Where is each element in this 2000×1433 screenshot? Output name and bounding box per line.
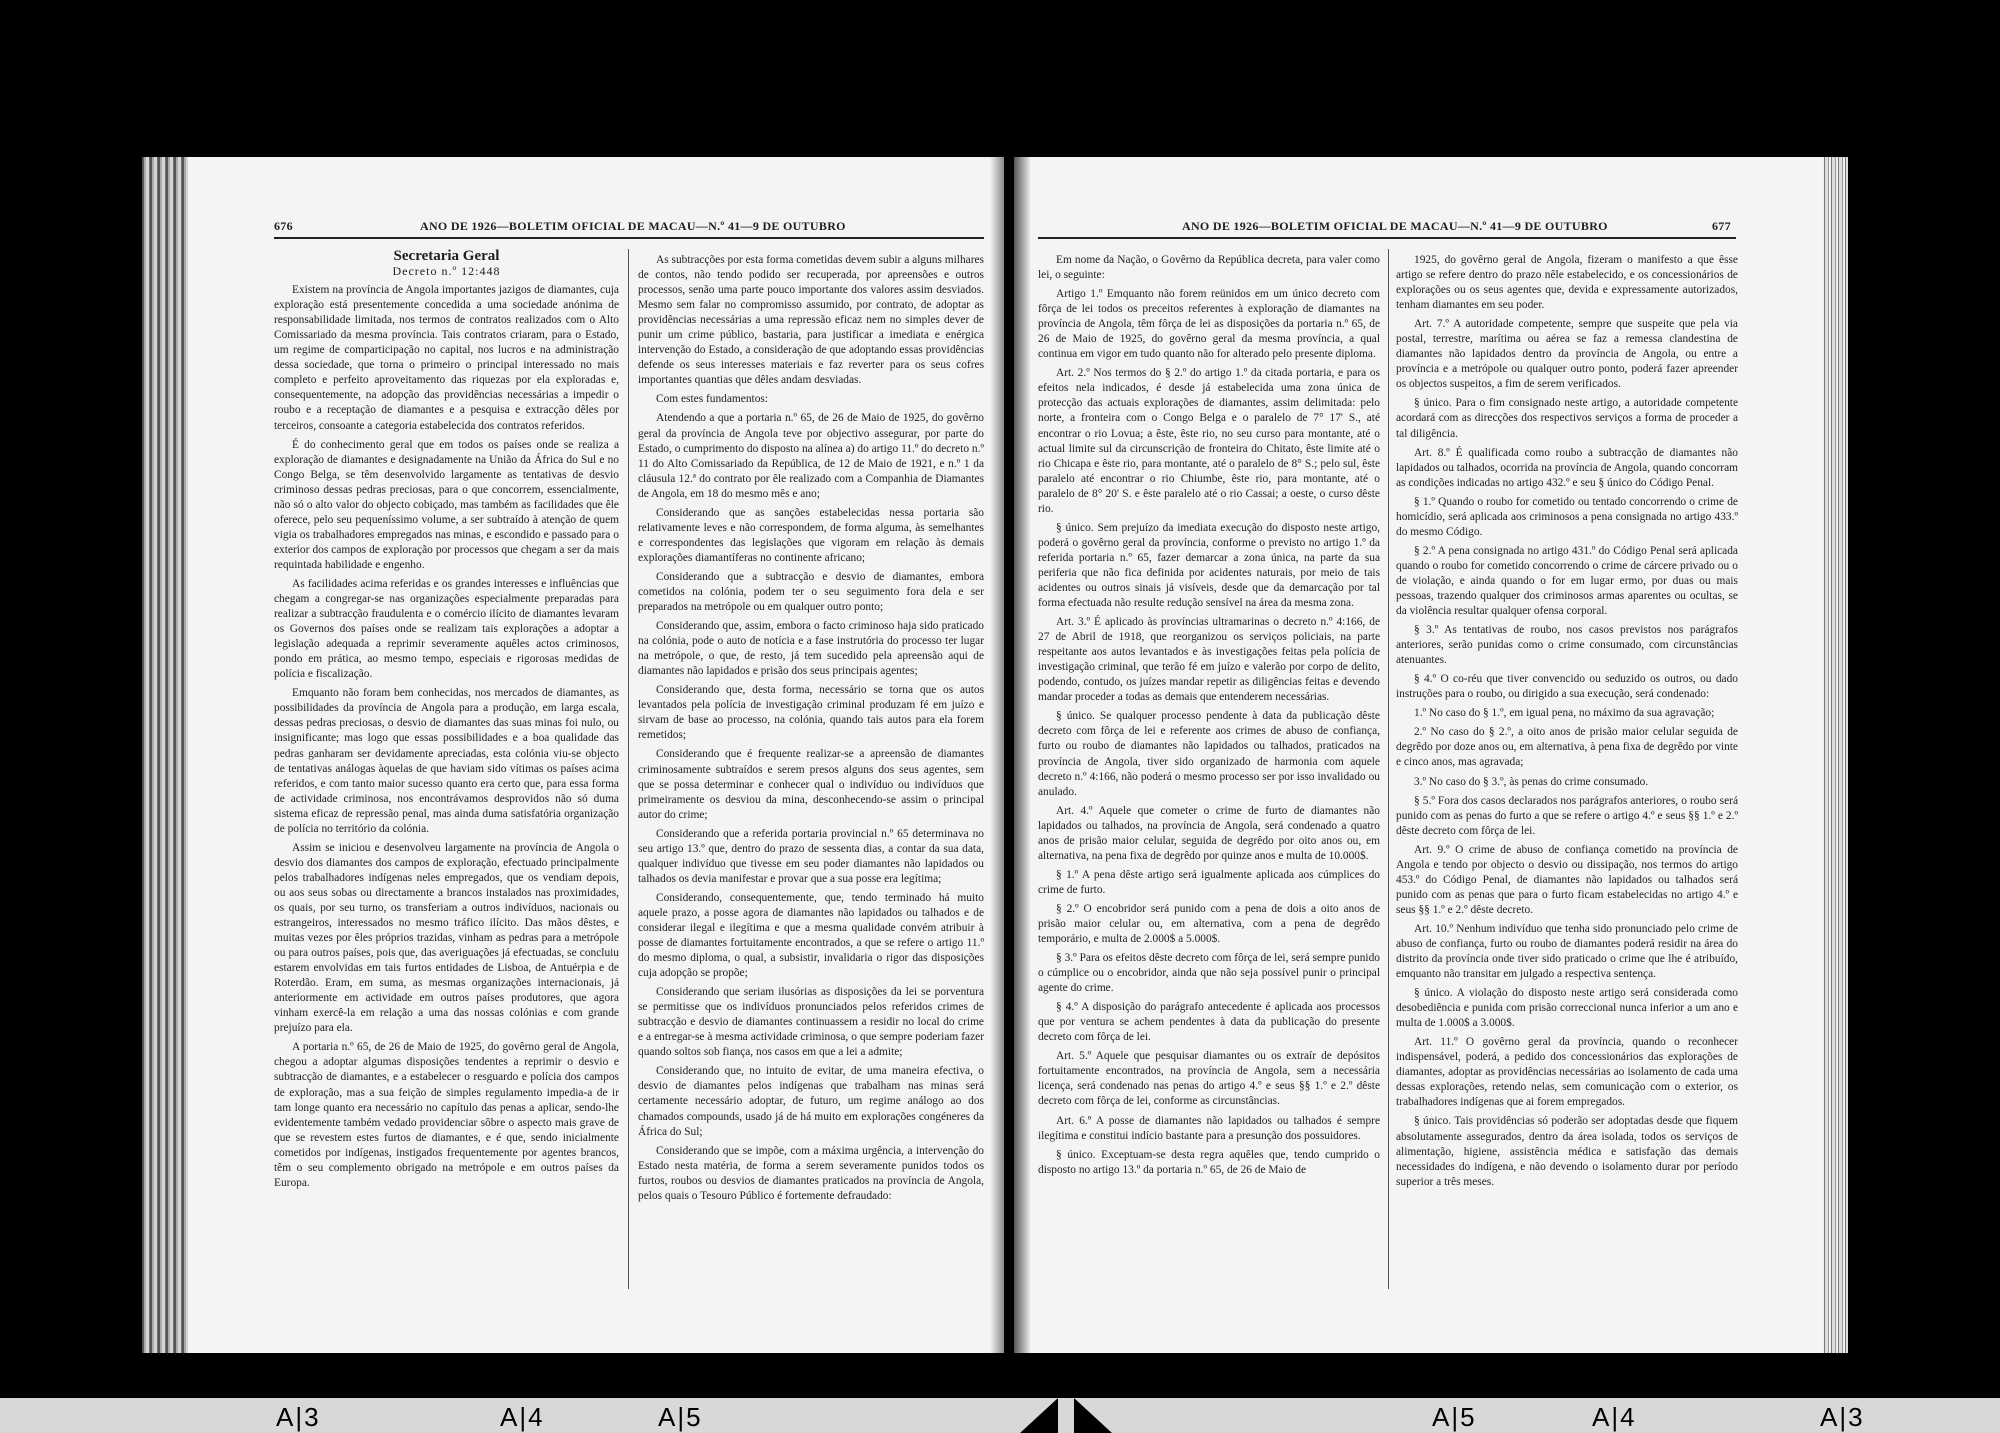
paragraph: Considerando que, no intuito de evitar, de uma maneira efectiva, o desvio de diamantes pelos indígenas que trabalham nas minas será certamente necessário adoptar, de futuro, um regime análogo ao dos chamados compounds, usado já de há muito em explorações congéneres da África do Sul; — [638, 1065, 984, 1138]
page-number-left: 676 — [274, 219, 293, 233]
paragraph: 3.º No caso do § 3.º, às penas do crime consumado. — [1414, 775, 1649, 788]
paragraph: Art. 2.º Nos termos do § 2.º do artigo 1.º da citada portaria, e para os efeitos nela indicados, é desde já estabelecida uma zona única de protecção das actuais explorações de diamantes, assim delimitada: pelo norte, a fronteira com o Congo Belga e o paralelo de 7° 17' S., até encontrar o rio Lovua; a êste, êste rio, no seu curso para montante, até o actual limite sul da circunscrição de fronteira do Chitato, êste limite até o rio Chicapa e êste rio, para montante, até o paralelo de 8° S.; pelo sul, êste paralelo até encontrar o rio Chiumbe, êste rio, para montante, até o paralelo de 8° 20' S. e êste paralelo até o rio Cassai; a oeste, o curso dêste rio. — [1038, 367, 1380, 515]
column-divider-left — [628, 249, 629, 1289]
paragraph: Artigo 1.º Emquanto não forem reünidos em um único decreto com fôrça de lei todos os preceitos referentes à exploração de diamantes na província de Angola, têm fôrça de lei as disposições da portaria n.º 65, de 26 de Maio de 1925, do govêrno geral da mesma província, a qual continua em vigor em tudo quanto não for alterado pelo presente diploma. — [1038, 288, 1380, 361]
right-column-2 — [1396, 249, 1738, 1289]
paragraph: Considerando que é frequente realizar-se a apreensão de diamantes criminosamente subtraídos e serem presos alguns dos seus agentes, sem que se possa determinar e conhecer qual o indivíduo ou indivíduos que primeiramente os desviou da mina, desconhecendo-se assim o principal autor do crime; — [638, 748, 984, 821]
paragraph: § 4.º O co-réu que tiver convencido ou seduzido os outros, ou dado instruções para o roubo, ou dirigido a sua execução, será condenado: — [1396, 673, 1738, 701]
paragraph: Com estes fundamentos: — [656, 393, 768, 406]
paragraph: 2.º No caso do § 2.º, a oito anos de prisão maior celular seguida de degrêdo por doze anos ou, em alternativa, à pena fixa de degrêdo por vinte e cinco anos, mas agravada; — [1396, 726, 1738, 769]
page-number-right: 677 — [1712, 219, 1731, 233]
paragraph: Assim se iniciou e desenvolveu largamente na província de Angola o desvio dos diamantes dos campos de exploração, efectuado principalmente pelos trabalhadores indígenas neles empregados, que os vendiam depois, ou aos seus sobas ou directamente a brancos instalados nas proximidades, os quais, por seu turno, os transferiam a outros indivíduos, nacionais ou estrangeiros, interessados no mesmo tráfico ilícito. Das mãos dêstes, e muitas vezes por êles próprios trazidas, vinham as pedras para a metrópole ou para outros países, pois que, das averiguações já efectuadas, se concluiu estarem envolvidas em tais furtos entidades de Lisboa, de Antuérpia e de Roterdão. Eram, em suma, as mesmas organizações internacionais, já anteriormente em actividade em outros países produtores, que agora vinham exercê-la em relação a uma das nossas colónias e com grande prejuízo para ela. — [274, 841, 619, 1035]
paragraph: § único. Tais providências só poderão ser adoptadas desde que fiquem absolutamente assegurados, dentro da área isolada, todos os serviços de alimentação, higiene, assistência médica e satisfação das demais necessidades do indígena, e não devendo o isolamento durar por período superior a três meses. — [1396, 1115, 1738, 1188]
paragraph: Art. 9.º O crime de abuso de confiança cometido na província de Angola e tendo por objecto o desvio ou dissipação, nos termos do artigo 453.º do Código Penal, de diamantes não lapidados ou talhados será punido com as penas que para o furto ficam estabelecidas no artigo 4.º e seus §§ 1.º e 2.º dêste decreto. — [1396, 843, 1738, 916]
paragraph: Existem na província de Angola importantes jazigos de diamantes, cuja exploração está presentemente concedida a uma sociedade anónima de responsabilidade limitada, nos termos de contratos realizados com o Alto Comissariado da mesma província. Tais contratos criaram, para o Estado, um regime de comparticipação no capital, nos lucros e na administração dessa sociedade, que torna o primeiro o principal interessado no mais completo e perfeito aproveitamento das riquezas por ela exploradas e, consequentemente, na adopção das providências necessárias a impedir o roubo e a receptação de diamantes e a pesquisa e extracção dêles por terceiros, consoante a categoria estabelecida dos contratos referidos. — [274, 284, 619, 432]
paragraph: Considerando que se impõe, com a máxima urgência, a intervenção do Estado nesta matéria, de forma a serem severamente punidos todos os furtos, roubos ou desvios de diamantes praticados na província de Angola, pelos quais o Tesouro Público é fortemente defraudado: — [638, 1144, 984, 1202]
paragraph: Art. 8.º É qualificada como roubo a subtracção de diamantes não lapidados ou talhados, ocorrida na província de Angola, quando concorram as condições indicadas no artigo 432.º e seu § único do Código Penal. — [1396, 446, 1738, 489]
paragraph: Considerando, consequentemente, que, tendo terminado há muito aquele prazo, a posse agora de diamantes não lapidados ou talhados e de considerar ilegal e ilegítima e que a mesma qualidade convém atribuir à posse de diamantes fortuitamente encontrados, a que se refere o artigo 11.º do mesmo diploma, o qual, a subsistir, invalidaria o rigor das disposições cuja adopção se propõe; — [638, 891, 984, 980]
paragraph: A portaria n.º 65, de 26 de Maio de 1925, do govêrno geral de Angola, chegou a adoptar algumas disposições tendentes a reprimir o desvio e subtracção de diamantes, e a estabelecer o resguardo e polícia dos campos de exploração, mas a sua feição de simples regulamento impedia-a de ir tam longe quanto era necessário no capítulo das penas a aplicar, sendo-lhe evidentemente também vedado providenciar sôbre o aspecto mais grave de que se revestem estes furtos de diamantes, e é que, sendo inicialmente cometidos por indígenas, instigados frequentemente por agentes brancos, têm o seu complemento obrigado na metrópole e em outros países da Europa. — [274, 1041, 619, 1189]
target-label: A|4 — [1592, 1402, 1637, 1432]
paragraph: As facilidades acima referidas e os grandes interesses e influências que chegam a congregar-se nas organizações especialmente preparadas para realizar a subtracção fraudulenta e o comércio ilícito de diamantes levaram os Governos dos países onde se realizam tais explorações a adoptar a legislação adequada a reprimir severamente aquêles actos criminosos, pondo em prática, ao mesmo tempo, especiais e rigorosas medidas de polícia e fiscalização. — [274, 577, 619, 681]
paragraph: § único. Sem prejuízo da imediata execução do disposto neste artigo, poderá o govêrno geral da província, conforme o previsto no artigo 1.º da referida portaria n.º 65, fazer demarcar a zona única, na parte da sua periferia que não fica definida por acidentes naturais, por meio de tais acidentes ou outros sinais já visíveis, desde que da demarcação por tal forma efectuada não resulte redução sensível na área da mesma zona. — [1038, 521, 1380, 610]
page-edge-left — [142, 157, 188, 1353]
paragraph: § 5.º Fora dos casos declarados nos parágrafos anteriores, o roubo será punido com as penas do furto a que se refere o artigo 4.º e seus §§ 1.º e 2.º dêste decreto com fôrça de lei. — [1396, 794, 1738, 837]
paragraph: § 3.º Para os efeitos dêste decreto com fôrça de lei, será sempre punido o cúmplice ou o encobridor, ainda que não seja possível punir o principal agente do crime. — [1038, 952, 1380, 995]
section-title: Secretaria Geral — [393, 249, 500, 264]
decree-number: Decreto n.º 12:448 — [392, 264, 501, 279]
paragraph: Emquanto não foram bem conhecidas, nos mercados de diamantes, as possibilidades da província de Angola para a produção, em larga escala, dessas pedras preciosas, o desvio de diamantes das suas minas foi nulo, ou insignificante; mas logo que essas possibilidades e a boa qualidade das pedras ganharam ser devidamente apreciadas, esta colónia viu-se objecto de tentativas análogas àquelas de que haviam sido vítimas os países acima referidos, e com tanto maior sucesso quanto era certo que, para essa forma de actividade criminosa, nos encontrávamos desprovidos não só duma sistema eficaz de repressão penal, mas ainda duma satisfatória organização de polícia no território da colónia. — [274, 687, 619, 835]
target-label: A|5 — [1432, 1402, 1477, 1432]
running-header-left: ANO DE 1926—BOLETIM OFICIAL DE MACAU—N.º 41—9 DE OUTUBRO — [420, 219, 846, 233]
paragraph: Art. 3.º É aplicado às províncias ultramarinas o decreto n.º 4:166, de 27 de Abril de 1918, que reorganizou os serviços policiais, na parte respeitante aos autos levantados e às investigações feitas pela polícia de investigação criminal, que terão fé em juízo e valerão por corpo de delito, podendo, contudo, os juízes mandar repetir as diligências feitas e devendo mandar proceder a todas as demais que entenderem necessárias. — [1038, 616, 1380, 704]
left-column-2 — [638, 249, 984, 1289]
target-label: A|4 — [500, 1402, 545, 1432]
paragraph: 1925, do govêrno geral de Angola, fizeram o manifesto a que êsse artigo se refere dentro do prazo nêle estabelecido, e os concessionários de explorações ou os seus agentes que, devida e expressamente autorizados, tenham diamantes em seu poder. — [1396, 254, 1738, 312]
paragraph: Art. 11.º O govêrno geral da província, quando o reconhecer indispensável, poderá, a pedido dos concessionários das explorações de diamantes, adoptar as providências necessárias ao isolamento de cada uma dessas explorações, retendo nelas, sem comunicação com o exterior, os trabalhadores indígenas que ai forem empregados. — [1396, 1036, 1738, 1109]
paragraph: § único. A violação do disposto neste artigo será considerada como desobediência e punida com prisão correccional nunca inferior a um ano e multa de 1.000$ a 3.000$. — [1396, 987, 1738, 1030]
paragraph: Considerando que a referida portaria provincial n.º 65 determinava no seu artigo 13.º que, dentro do prazo de sessenta dias, a contar da sua data, qualquer indivíduo que tivesse em seu poder diamantes não lapidados ou talhados os devia manifestar e provar que a sua posse era legítima; — [638, 827, 984, 885]
paragraph: Em nome da Nação, o Govêrno da República decreta, para valer como lei, o seguinte: — [1038, 254, 1380, 282]
running-header-right: ANO DE 1926—BOLETIM OFICIAL DE MACAU—N.º 41—9 DE OUTUBRO — [1182, 219, 1608, 233]
paragraph: É do conhecimento geral que em todos os países onde se realiza a exploração de diamantes e designadamente na União da África do Sul e no Congo Belga, se têm desenvolvido largamente as tentativas de desvio criminoso dessas pedras preciosas, para o que concorrem, essencialmente, não só o alto valor do objecto cobiçado, mas também as facilidades que êle oferece, pelo seu pequeníssimo volume, a ser subtraído à atenção de quem vigia os trabalhadores empregados nas minas, e escondido e passado para o exterior dos campos de exploração por processos que chegam a ser da mais requintada habilidade e engenho. — [274, 438, 619, 571]
paragraph: As subtracções por esta forma cometidas devem subir a alguns milhares de contos, não tendo podido ser recuperada, por apreensões e outros processos, senão uma parte pouco importante dos valores assim desviados. Mesmo sem falar no compromisso assumido, por contrato, de adoptar as providências necessárias a uma repressão eficaz nem no simples dever de punir um crime público, bastaria, para justificar a imediata e enérgica intervenção do Estado, a consideração de que adoptando essas providências defende os seus interesses materiais e faz reverter para os seus cofres importantes quantias que dêles andam desviadas. — [638, 254, 984, 387]
paragraph: Considerando que seriam ilusórias as disposições da lei se porventura se permitisse que os indivíduos pronunciados pelos referidos crimes de subtracção e desvio de diamantes continuassem a residir no local do crime e a entregar-se à mesma actividade criminosa, o que sempre poderiam fazer quando soltos sob fiança, nos casos em que a lei a admite; — [638, 986, 984, 1059]
paragraph: § 1.º A pena dêste artigo será igualmente aplicada aos cúmplices do crime de furto. — [1038, 868, 1380, 896]
paragraph: § 2.º A pena consignada no artigo 431.º do Código Penal será aplicada quando o roubo for cometido concorrendo o crime de cárcere privado ou o de violação, e ainda quando o for em lugar ermo, por duas ou mais pessoas, trazendo qualquer dos criminosos armas aparentes ou ocultas, se da violência resultar qualquer ofensa corporal. — [1396, 544, 1738, 618]
left-page — [142, 157, 1004, 1353]
paragraph: Considerando que as sanções estabelecidas nessa portaria são relativamente leves e não correspondem, de forma alguma, às semelhantes e correspondentes das legislações que vigoram em relação às demais explorações diamantíferas no continente africano; — [638, 506, 984, 564]
header-rule-right — [1038, 237, 1736, 239]
target-label: A|3 — [276, 1402, 321, 1432]
paragraph: Atendendo a que a portaria n.º 65, de 26 de Maio de 1925, do govêrno geral da província de Angola teve por objectivo assegurar, por parte do Estado, o cumprimento do disposto na alínea a) do artigo 11.º do decreto n.º 11 do Alto Comissariado da República, de 12 de Maio de 1921, e n.º 1 da cláusula 12.ª do contrato por êle realizado com a Companhia de Diamantes de Angola, em 18 do mesmo mês e ano; — [638, 412, 984, 500]
gutter-shadow-right — [1014, 157, 1030, 1353]
paragraph: Art. 4.º Aquele que cometer o crime de furto de diamantes não lapidados ou talhados, na província de Angola, será condenado a quatro anos de prisão maior celular, seguida de degrêdo por oito anos ou, em alternativa, na pena fixa de degrêdo por quinze anos e multa de 10.000$. — [1038, 804, 1380, 862]
paragraph: Considerando que, desta forma, necessário se torna que os autos levantados pela polícia de investigação criminal produzam fé em juízo e sirvam de base ao processo, na colónia, quando tais autos para ela forem remetidos; — [638, 684, 984, 742]
paragraph: § 1.º Quando o roubo for cometido ou tentado concorrendo o crime de homicídio, será aplicada aos criminosos a pena consignada no artigo 433.º do mesmo Código. — [1396, 495, 1738, 538]
page-edge-right — [1822, 157, 1848, 1353]
gutter-shadow-left — [990, 157, 1004, 1353]
paragraph: Art. 7.º A autoridade competente, sempre que suspeite que pela via postal, terrestre, marítima ou aérea se faz a remessa clandestina de diamantes não lapidados dentro da província de Angola, ou entre a província e a metrópole ou qualquer outro ponto, poderá fazer apreender os objectos suspeitos, a fim de serem verificados. — [1396, 318, 1738, 391]
arrow-left-icon — [1020, 1398, 1058, 1433]
right-page — [1014, 157, 1848, 1353]
left-column-1 — [274, 249, 619, 1289]
paragraph: § único. Se qualquer processo pendente à data da publicação dêste decreto com fôrça de lei e referente aos crimes de abuso de confiança, furto ou roubo de diamantes não lapidados ou talhados, praticados na província de Angola, tiver sido organizado de harmonia com aquele decreto n.º 4:166, não poderá o mesmo processo ser por isso invalidado ou anulado. — [1038, 710, 1380, 798]
target-label: A|5 — [658, 1402, 703, 1432]
paragraph: Art. 6.º A posse de diamantes não lapidados ou talhados é sempre ilegítima e constitui indício bastante para a presunção dos possuidores. — [1038, 1114, 1380, 1142]
paragraph: § 3.º As tentativas de roubo, nos casos previstos nos parágrafos anteriores, serão punidas como o crime consumado, com circunstâncias atenuantes. — [1396, 624, 1738, 667]
target-label: A|3 — [1820, 1402, 1865, 1432]
paragraph: Art. 5.º Aquele que pesquisar diamantes ou os extraír de depósitos fortuitamente encontrados, na província de Angola, sem a necessária licença, será condenado nas penas do artigo 4.º e seus §§ 1.º e 2.º dêste decreto com fôrça de lei, conforme as circunstâncias. — [1038, 1050, 1380, 1108]
paragraph: Considerando que a subtracção e desvio de diamantes, embora cometidos na colónia, podem ter o seu seguimento fora dela e ser preparados na metrópole ou em qualquer outro ponto; — [638, 570, 984, 614]
paragraph: Considerando que, assim, embora o facto criminoso haja sido praticado na colónia, pode o auto de notícia e a fase instrutória do processo ter lugar na metrópole, o que, de resto, já tem sucedido pela apreensão aqui de diamantes não lapidados e prisão dos seus principais agentes; — [638, 620, 984, 678]
paragraph: § 2.º O encobridor será punido com a pena de dois a oito anos de prisão maior celular ou, em alternativa, com a pena de degrêdo temporário, e multa de 2.000$ a 5.000$. — [1038, 902, 1380, 946]
arrow-right-icon — [1074, 1398, 1112, 1433]
paragraph: § único. Para o fim consignado neste artigo, a autoridade competente acordará com as direcções dos respectivos serviços a forma de proceder a tal diligência. — [1396, 397, 1738, 440]
paragraph: § único. Exceptuam-se desta regra aquêles que, tendo cumprido o disposto no artigo 13.º da portaria n.º 65, de 26 de Maio de — [1038, 1148, 1380, 1176]
header-rule-left — [274, 237, 984, 239]
right-column-1 — [1038, 249, 1380, 1289]
paragraph: Art. 10.º Nenhum indivíduo que tenha sido pronunciado pelo crime de abuso de confiança, furto ou roubo de diamantes poderá residir na área do distrito da província onde tiver sido praticado o crime que lhe é atribuído, emquanto não transitar em julgado a respectiva sentença. — [1396, 922, 1738, 981]
column-divider-right — [1388, 249, 1389, 1289]
paragraph: § 4.º A disposição do parágrafo antecedente é aplicada aos processos que por ventura se achem pendentes à data da publicação do presente decreto com fôrça de lei. — [1038, 1001, 1380, 1044]
paragraph: 1.º No caso do § 1.º, em igual pena, no máximo da sua agravação; — [1414, 707, 1715, 720]
